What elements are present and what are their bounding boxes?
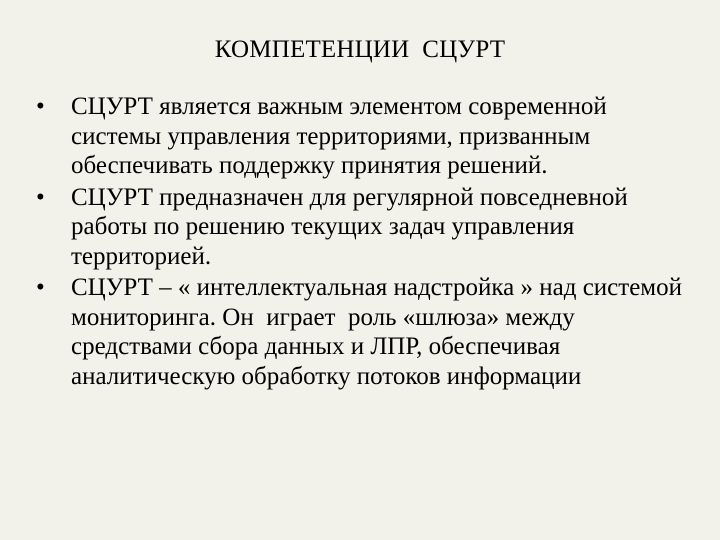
bullet-text: СЦУРТ – « интеллектуальная надстройка » над системой мониторинга. Он играет роль «шлюза» между средствами сбора данных и ЛПР, обеспечивая аналитическую обработку потоков информации — [71, 274, 689, 390]
bullet-marker: • — [36, 183, 45, 211]
bullet-text: СЦУРТ является важным элементом современной системы управления территориями, призванным обеспечивать поддержку принятия решений. — [71, 93, 607, 179]
bullet-item — [36, 92, 686, 181]
bullet-item — [36, 183, 686, 272]
bullet-item — [36, 273, 689, 391]
bullet-text: СЦУРТ предназначен для регулярной повседневной работы по решению текущих задач управления территорией. — [71, 183, 628, 270]
bullet-marker: • — [36, 93, 45, 120]
slide-title: КОМПЕТЕНЦИИ СЦУРТ — [214, 36, 506, 63]
bullet-marker: • — [36, 274, 45, 301]
bullet-list — [36, 92, 689, 393]
